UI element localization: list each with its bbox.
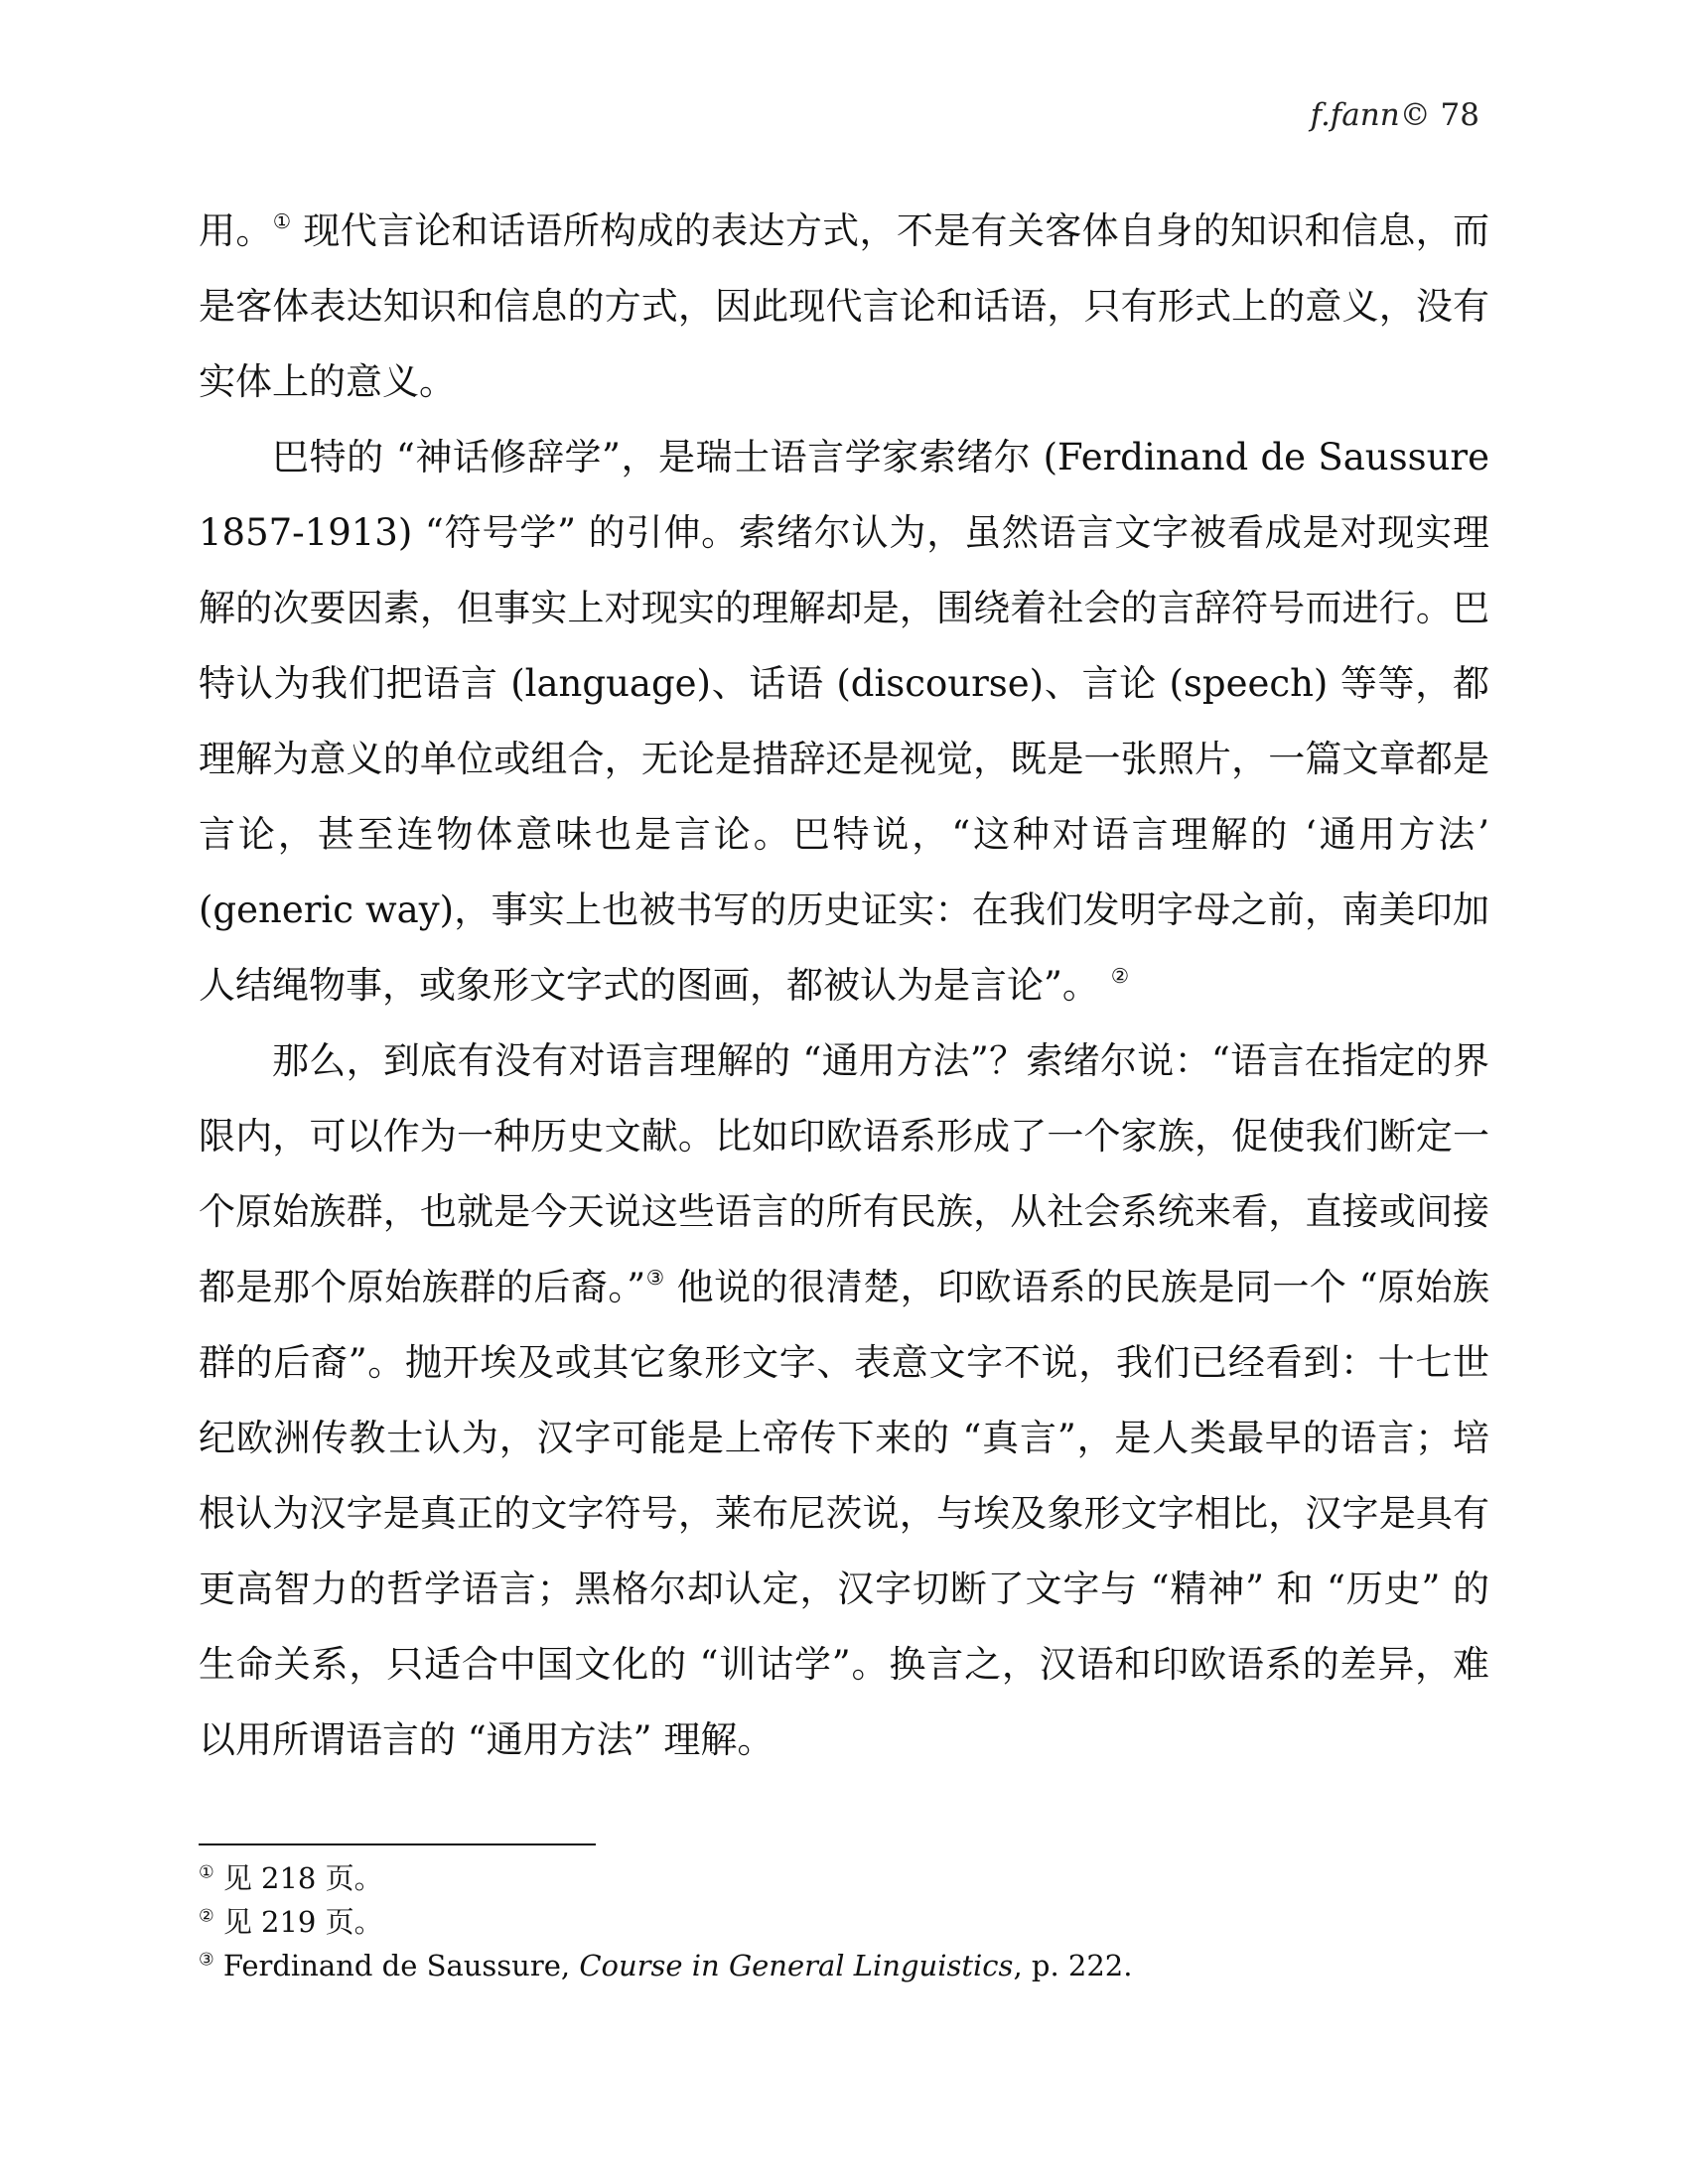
paragraph-text: 用。 [199,209,273,252]
paragraph-3 [199,1024,1489,1778]
page-number: 78 [1440,97,1479,133]
footnote-mark: ① [199,1862,214,1883]
copyright-symbol: © [1399,97,1431,133]
footnote-text: 见 219 页。 [222,1905,383,1939]
footnote-mark: ② [199,1906,214,1927]
paragraph-text: 巴特的 “神话修辞学”，是瑞士语言学家索绪尔 (Ferdinand de Saussure 1857-1913) “符号学” 的引伸。索绪尔认为，虽然语言文字被看成是对现实理解的次要因素，但事实上对现实的理解却是，围绕着社会的言辞符号而进行。巴特认为我们把语言 (language)、话语 (discourse)、言论 (speech) 等等，都理解为意义的单位或组合，无论是措辞还是视觉，既是一张照片，一篇文章都是言论，甚至连物体意味也是言论。巴特说，“这种对语言理解的 ‘通用方法’ (generic way)，事实上也被书写的历史证实：在我们发明字母之前，南美印加人结绳物事，或象形文字式的图画，都被认为是言论”。 [199,436,1489,1007]
page-header [1311,97,1479,133]
paragraph-text: 现代言论和话语所构成的表达方式，不是有关客体自身的知识和信息，而是客体表达知识和信息的方式，因此现代言论和话语，只有形式上的意义，没有实体上的意义。 [199,209,1489,403]
footnote-1 [199,1856,1489,1900]
footnote-page-ref: , p. 222. [1013,1949,1133,1982]
body-text [199,194,1489,1778]
footnote-ref-3: ③ [645,1265,665,1290]
footnote-3 [199,1944,1489,1987]
footnote-book-title: Course in General Linguistics [579,1949,1014,1982]
paragraph-1 [199,194,1489,420]
footnote-ref-2: ② [1110,963,1129,988]
footnote-2 [199,1900,1489,1944]
footnote-author: Ferdinand de Saussure, [222,1949,580,1982]
footnote-divider [199,1843,596,1845]
footnotes [199,1856,1489,1987]
paragraph-text: 那么，到底有没有对语言理解的 “通用方法”？索绪尔说：“语言在指定的界限内，可以作为一种历史文献。比如印欧语系形成了一个家族，促使我们断定一个原始族群，也就是今天说这些语言的所有民族，从社会系统来看，直接或间接都是那个原始族群的后裔。” [199,1039,1489,1308]
footnote-ref-1: ① [272,208,292,233]
footnote-mark: ③ [199,1950,214,1971]
header-author: f.fann [1310,97,1400,133]
footnote-text: 见 218 页。 [222,1861,383,1895]
paragraph-2 [199,420,1489,1024]
paragraph-text: 他说的很清楚，印欧语系的民族是同一个 “原始族群的后裔”。抛开埃及或其它象形文字、表意文字不说，我们已经看到：十七世纪欧洲传教士认为，汉字可能是上帝传下来的 “真言”，是人类最早的语言；培根认为汉字是真正的文字符号，莱布尼茨说，与埃及象形文字相比，汉字是具有更高智力的哲学语言；黑格尔却认定，汉字切断了文字与 “精神” 和 “历史” 的生命关系，只适合中国文化的 “训诂学”。换言之，汉语和印欧语系的差异，难以用所谓语言的 “通用方法” 理解。 [199,1266,1489,1761]
